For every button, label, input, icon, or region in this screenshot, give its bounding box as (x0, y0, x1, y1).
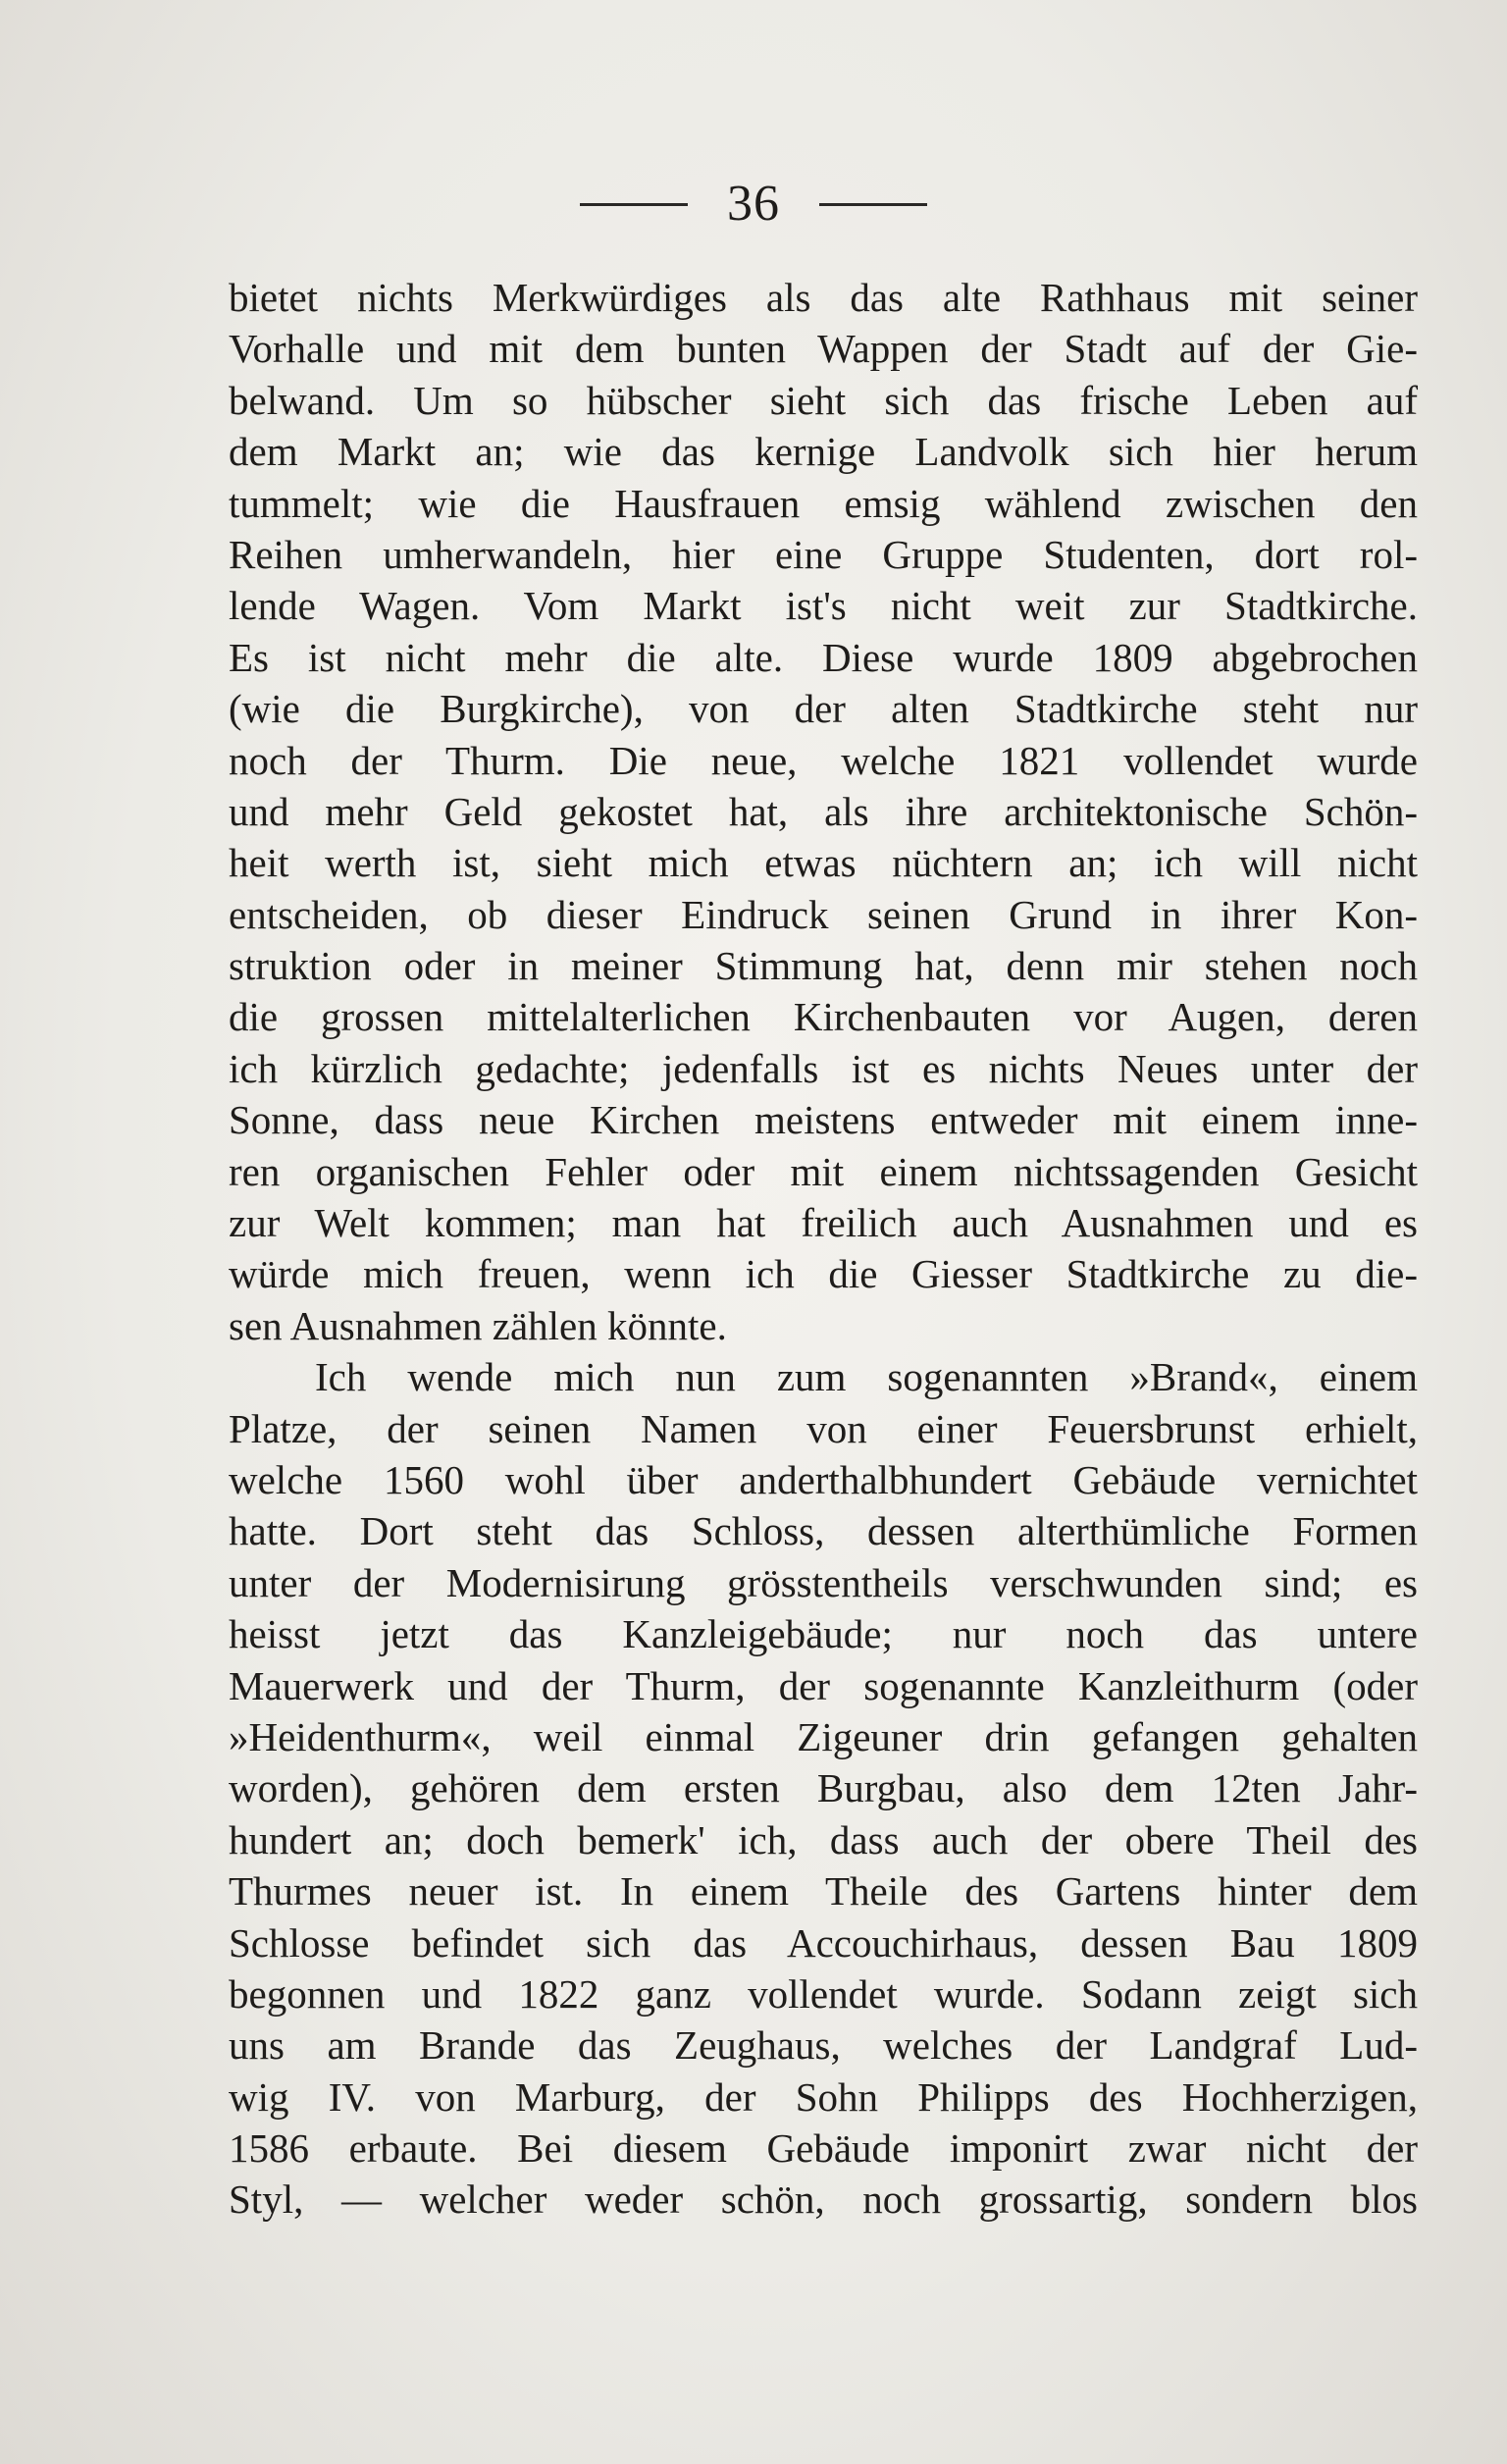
text-line: Styl, — welcher weder schön, noch grossartig, sondern blos (229, 2176, 1418, 2223)
text-line: Mauerwerk und der Thurm, der sogenannte Kanzleithurm (oder (229, 1662, 1418, 1708)
text-line: Sonne, dass neue Kirchen meistens entweder mit einem inne- (229, 1097, 1418, 1143)
text-line: tummelt; wie die Hausfrauen emsig wählend zwischen den (229, 480, 1418, 526)
text-line: »Heidenthurm«, weil einmal Zigeuner drin gefangen gehalten (229, 1713, 1418, 1759)
text-line: uns am Brande das Zeughaus, welches der Landgraf Lud- (229, 2022, 1418, 2069)
paragraph-end-line: sen Ausnahmen zählen könnte. (229, 1302, 727, 1348)
text-line: worden), gehören dem ersten Burgbau, also dem 12ten Jahr- (229, 1765, 1418, 1811)
text-line: Schlosse befindet sich das Accouchirhaus, dessen Bau 1809 (229, 1919, 1418, 1966)
text-line: welche 1560 wohl über anderthalbhundert Gebäude vernichtet (229, 1456, 1418, 1502)
paragraph-start-line: Ich wende mich nun zum sogenannten »Brand«, einem (315, 1354, 1418, 1400)
text-line: hatte. Dort steht das Schloss, dessen alterthümliche Formen (229, 1508, 1418, 1554)
text-line: ren organischen Fehler oder mit einem nichtssagenden Gesicht (229, 1148, 1418, 1194)
text-line: Thurmes neuer ist. In einem Theile des Gartens hinter dem (229, 1868, 1418, 1914)
header-rule-left (580, 203, 688, 206)
text-line: ich kürzlich gedachte; jedenfalls ist es nichts Neues unter der (229, 1045, 1418, 1091)
text-line: unter der Modernisirung grösstentheils verschwunden sind; es (229, 1559, 1418, 1605)
text-line: heit werth ist, sieht mich etwas nüchtern an; ich will nicht (229, 840, 1418, 886)
text-line: begonnen und 1822 ganz vollendet wurde. Sodann zeigt sich (229, 1970, 1418, 2017)
text-line: noch der Thurm. Die neue, welche 1821 vollendet wurde (229, 737, 1418, 783)
text-line: wig IV. von Marburg, der Sohn Philipps des Hochherzigen, (229, 2073, 1418, 2120)
header-rule-right (819, 203, 927, 206)
text-line: dem Markt an; wie das kernige Landvolk sich hier herum (229, 429, 1418, 475)
text-line: Platze, der seinen Namen von einer Feuersbrunst erhielt, (229, 1405, 1418, 1451)
text-line: Vorhalle und mit dem bunten Wappen der Stadt auf der Gie- (229, 326, 1418, 372)
text-line: zur Welt kommen; man hat freilich auch Ausnahmen und es (229, 1200, 1418, 1246)
text-line: hundert an; doch bemerk' ich, dass auch der obere Theil des (229, 1816, 1418, 1862)
text-line: würde mich freuen, wenn ich die Giesser Stadtkirche zu die- (229, 1251, 1418, 1297)
text-line: Es ist nicht mehr die alte. Diese wurde 1809 abgebrochen (229, 634, 1418, 680)
text-line: 1586 erbaute. Bei diesem Gebäude imponirt zwar nicht der (229, 2125, 1418, 2172)
text-line: entscheiden, ob dieser Eindruck seinen Grund in ihrer Kon- (229, 891, 1418, 937)
text-line: (wie die Burgkirche), von der alten Stadtkirche steht nur (229, 686, 1418, 732)
body-text (229, 272, 1418, 2226)
page-number: 36 (727, 176, 780, 232)
text-line: Reihen umherwandeln, hier eine Gruppe Studenten, dort rol- (229, 531, 1418, 577)
text-line: heisst jetzt das Kanzleigebäude; nur noch das untere (229, 1611, 1418, 1657)
text-line: struktion oder in meiner Stimmung hat, denn mir stehen noch (229, 943, 1418, 989)
text-line: belwand. Um so hübscher sieht sich das frische Leben auf (229, 377, 1418, 423)
text-line: die grossen mittelalterlichen Kirchenbauten vor Augen, deren (229, 994, 1418, 1040)
text-line: lende Wagen. Vom Markt ist's nicht weit zur Stadtkirche. (229, 583, 1418, 629)
text-line: und mehr Geld gekostet hat, als ihre architektonische Schön- (229, 788, 1418, 834)
page-header (0, 175, 1507, 234)
text-line: bietet nichts Merkwürdiges als das alte Rathhaus mit seiner (229, 275, 1418, 320)
